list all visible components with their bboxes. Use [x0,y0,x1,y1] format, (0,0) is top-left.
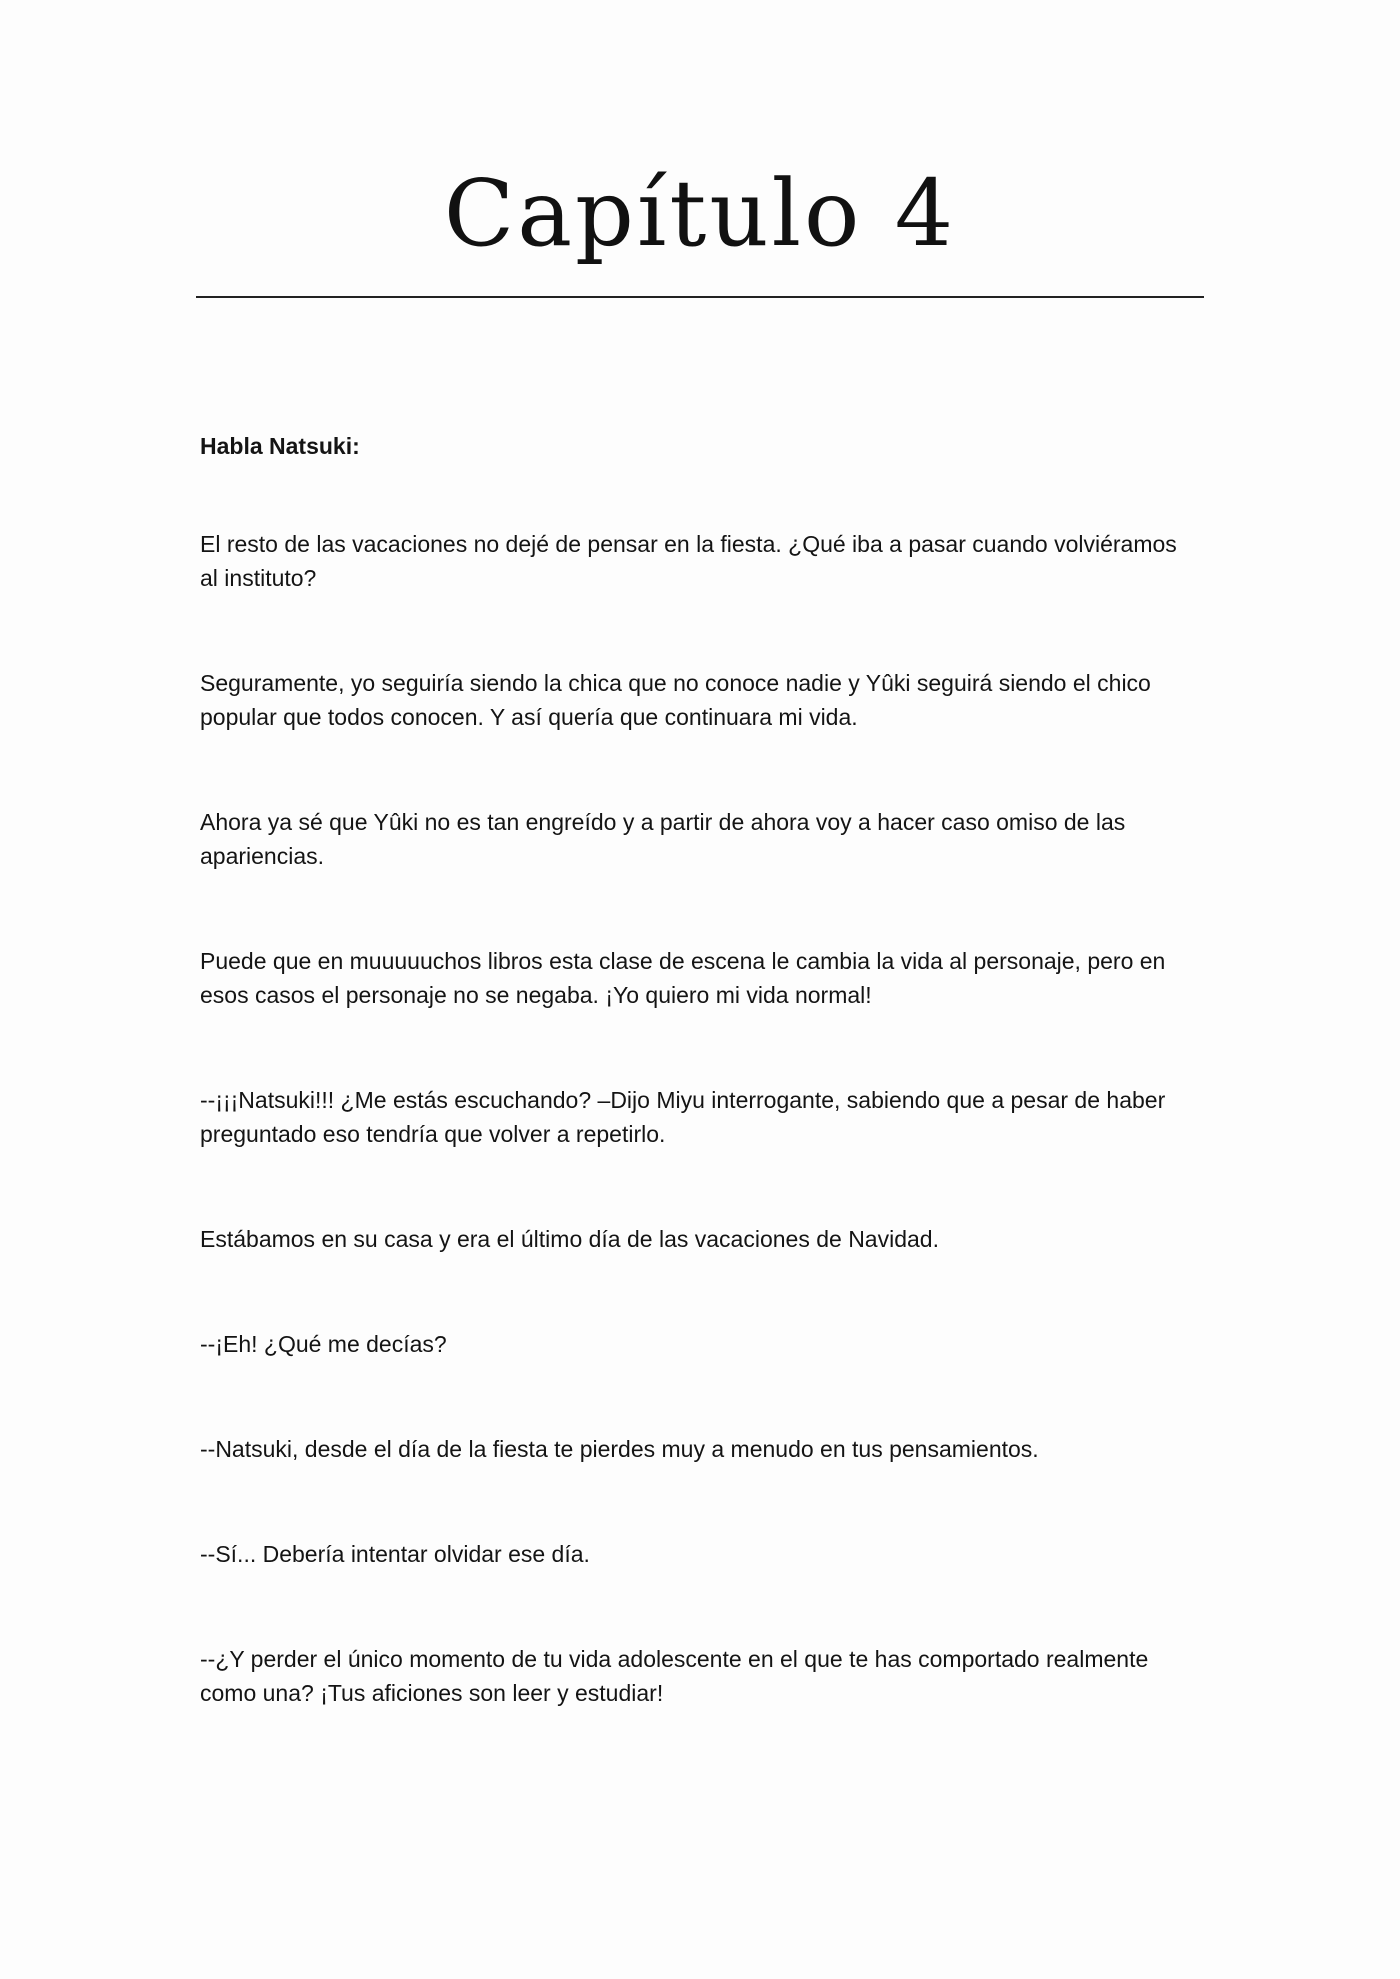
paragraph-6: Estábamos en su casa y era el último día de las vacaciones de Navidad. [200,1226,939,1252]
paragraph-9: --Sí... Debería intentar olvidar ese día. [200,1541,590,1567]
paragraph-10: --¿Y perder el único momento de tu vida adolescente en el que te has comportado realmente como una? ¡Tus aficiones son leer y estudiar! [200,1646,1149,1706]
paragraph-5: --¡¡¡Natsuki!!! ¿Me estás escuchando? –Dijo Miyu interrogante, sabiendo que a pesar de haber preguntado eso tendría que volver a repetirlo. [200,1087,1166,1147]
paragraph-7: --¡Eh! ¿Qué me decías? [200,1331,447,1357]
paragraph-8: --Natsuki, desde el día de la fiesta te pierdes muy a menudo en tus pensamientos. [200,1436,1039,1462]
narrator-heading: Habla Natsuki: [200,433,360,459]
chapter-body [200,527,1200,1781]
paragraph-1: El resto de las vacaciones no dejé de pensar en la fiesta. ¿Qué iba a pasar cuando volviéramos al instituto? [200,531,1177,591]
paragraph-4: Puede que en muuuuuchos libros esta clase de escena le cambia la vida al personaje, pero en esos casos el personaje no se negaba. ¡Yo quiero mi vida normal! [200,948,1166,1008]
chapter-title: Capítulo 4 [443,160,957,267]
paragraph-3: Ahora ya sé que Yûki no es tan engreído y a partir de ahora voy a hacer caso omiso de las apariencias. [200,809,1126,869]
title-divider [196,296,1204,298]
paragraph-2: Seguramente, yo seguiría siendo la chica que no conoce nadie y Yûki seguirá siendo el chico popular que todos conocen. Y así quería que continuara mi vida. [200,670,1151,730]
